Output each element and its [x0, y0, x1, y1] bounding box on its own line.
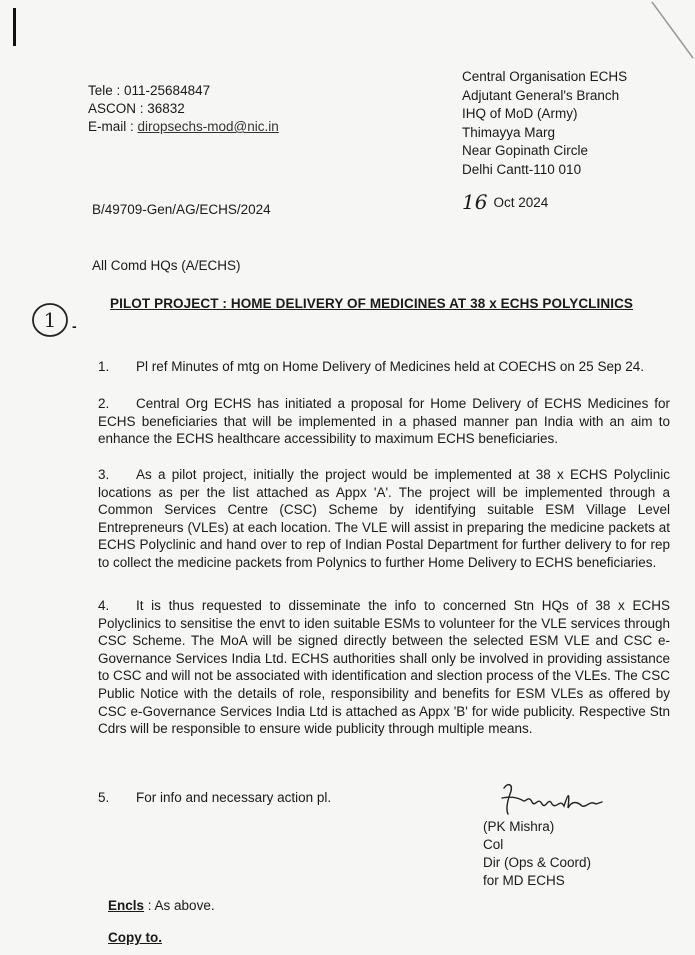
arrow-annotation: -	[72, 318, 77, 334]
paragraph-number: 4.	[98, 598, 110, 613]
address-line-3: IHQ of MoD (Army)	[462, 106, 578, 121]
circled-number: 1	[43, 308, 57, 332]
signatory-for: for MD ECHS	[483, 873, 565, 888]
paragraph-text: Central Org ECHS has initiated a proposal for Home Delivery of ECHS Medicines for ECHS beneficiaries that will be implemented in a phased manner pan India with an aim to enhance the ECHS healthcare accessibility to maximum ECHS beneficiaries.	[98, 396, 670, 447]
email-link[interactable]: diropsechs-mod@nic.in	[137, 119, 279, 134]
signatory-designation: Dir (Ops & Coord)	[483, 855, 592, 870]
tele-line: Tele : 011-25684847	[88, 83, 211, 98]
paragraph-number: 1.	[98, 359, 110, 374]
ascon-line: ASCON : 36832	[88, 101, 185, 116]
reference-number: B/49709-Gen/AG/ECHS/2024	[92, 202, 271, 217]
paragraph-text: For info and necessary action pl.	[136, 790, 332, 805]
enclosures	[108, 898, 215, 913]
date-month-year: Oct 2024	[493, 195, 549, 210]
paragraph-2	[98, 395, 670, 448]
circled-number-annotation	[30, 300, 70, 340]
paragraph-5	[98, 789, 498, 807]
fold-line-mark	[650, 0, 695, 60]
paragraph-text: It is thus requested to disseminate the info to concerned Stn HQs of 38 x ECHS Polyclinics to sensitise the envt to iden suitable ESMs to volunteer for the VLE services through CSC Scheme. The MoA will be signed directly between the selected ESM VLE and CSC e-Governance Services India Ltd. ECHS authorities shall only be involved in providing assistance to CSC and will not be associated with identification and slection process of the VLEs. The CSC Public Notice with the details of role, responsibility and benefits for ESM VLEs as offered by CSC e-Governance Services India Ltd is attached as Appx 'B' for wide publicity. Respective Stn Cdrs will be responsible to ensure wide publicity through multiple means.	[98, 598, 670, 737]
address-line-6: Delhi Cantt-110 010	[462, 161, 582, 177]
scan-mark	[13, 8, 16, 46]
email-line	[88, 118, 279, 136]
paragraph-4	[98, 597, 670, 738]
paragraph-3	[98, 466, 670, 572]
address-line-1: Central Organisation ECHS	[462, 69, 628, 84]
paragraph-text: As a pilot project, initially the project would be implemented at 38 x ECHS Polyclinic locations as per the list attached as Appx 'A'. The project will be implemented through a Common Services Centre (CSC) Scheme by identifying suitable ESM Village Level Entrepreneurs (VLEs) at each location. The VLE will assist in preparing the medicine packets at ECHS Polyclinic and hand over to rep of Indian Postal Department for further delivery to for rep to collect the medicine packets from Polynics to further Home Delivery to ECHS beneficiaries.	[98, 467, 670, 570]
encls-text: : As above.	[144, 898, 215, 913]
signatory-block	[483, 818, 591, 890]
subject-line: PILOT PROJECT : HOME DELIVERY OF MEDICINES AT 38 x ECHS POLYCLINICS	[110, 296, 634, 311]
sender-address	[462, 68, 627, 179]
encls-label: Encls	[108, 898, 145, 913]
address-line-5: Near Gopinath Circle	[462, 143, 589, 158]
address-line-2: Adjutant General's Branch	[462, 87, 620, 103]
letter-date	[462, 190, 548, 214]
signatory-name: (PK Mishra)	[483, 819, 555, 834]
addressee: All Comd HQs (A/ECHS)	[92, 258, 241, 273]
paragraph-number: 2.	[98, 396, 110, 411]
date-day: 16	[462, 190, 488, 214]
signatory-rank: Col	[483, 837, 504, 852]
copy-to: Copy to.	[108, 930, 162, 945]
paragraph-text: Pl ref Minutes of mtg on Home Delivery of Medicines held at COECHS on 25 Sep 24.	[136, 359, 644, 374]
address-line-4: Thimayya Marg	[462, 124, 556, 140]
signature	[498, 780, 608, 820]
paragraph-number: 5.	[98, 790, 110, 805]
email-label: E-mail :	[88, 119, 138, 134]
paragraph-number: 3.	[98, 467, 110, 482]
contact-block	[88, 82, 279, 136]
paragraph-1	[98, 358, 670, 376]
